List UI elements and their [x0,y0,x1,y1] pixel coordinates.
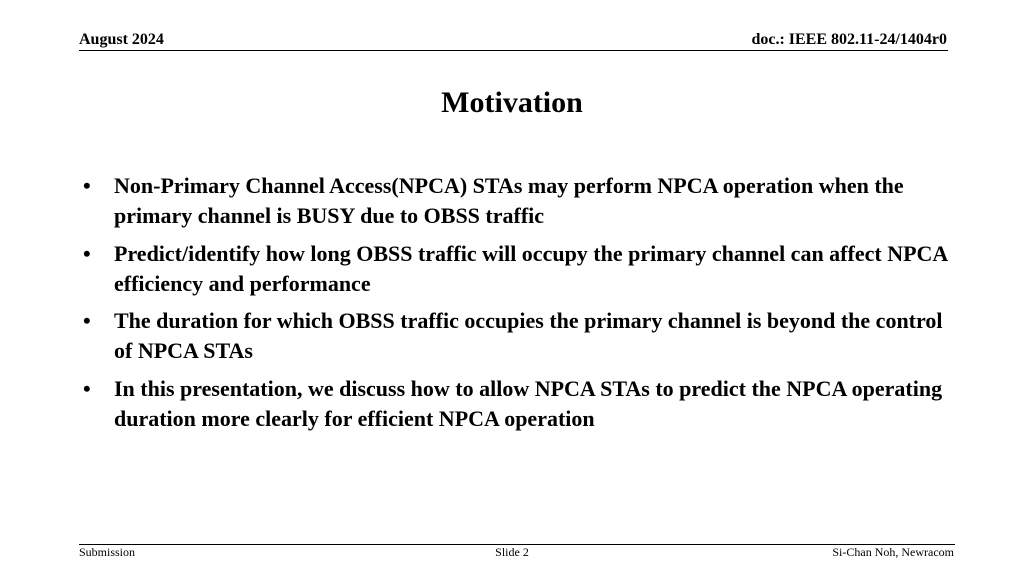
bullet-icon: • [83,240,91,266]
bullet-item [83,171,953,231]
footer-slide-number: Slide 2 [495,545,529,559]
header-date: August 2024 [79,31,164,48]
bullet-text: The duration for which OBSS traffic occupies the primary channel is beyond the control of NPCA STAs [114,308,943,364]
header-doc-id: doc.: IEEE 802.11-24/1404r0 [751,31,947,48]
header-divider [79,50,948,51]
bullet-text: In this presentation, we discuss how to allow NPCA STAs to predict the NPCA operating duration more clearly for efficient NPCA operation [114,375,943,431]
bullet-icon: • [83,375,91,401]
bullet-list [83,171,953,441]
bullet-item [83,239,953,299]
bullet-item [83,374,953,434]
bullet-item [83,306,953,366]
slide-title: Motivation [441,86,583,119]
bullet-text: Predict/identify how long OBSS traffic will occupy the primary channel can affect NPCA efficiency and performance [114,240,948,296]
footer-submission: Submission [79,545,136,559]
bullet-text: Non-Primary Channel Access(NPCA) STAs may perform NPCA operation when the primary channel is BUSY due to OBSS traffic [114,173,904,228]
footer-author: Si-Chan Noh, Newracom [832,545,954,559]
bullet-icon: • [83,308,91,334]
bullet-icon: • [83,173,91,198]
